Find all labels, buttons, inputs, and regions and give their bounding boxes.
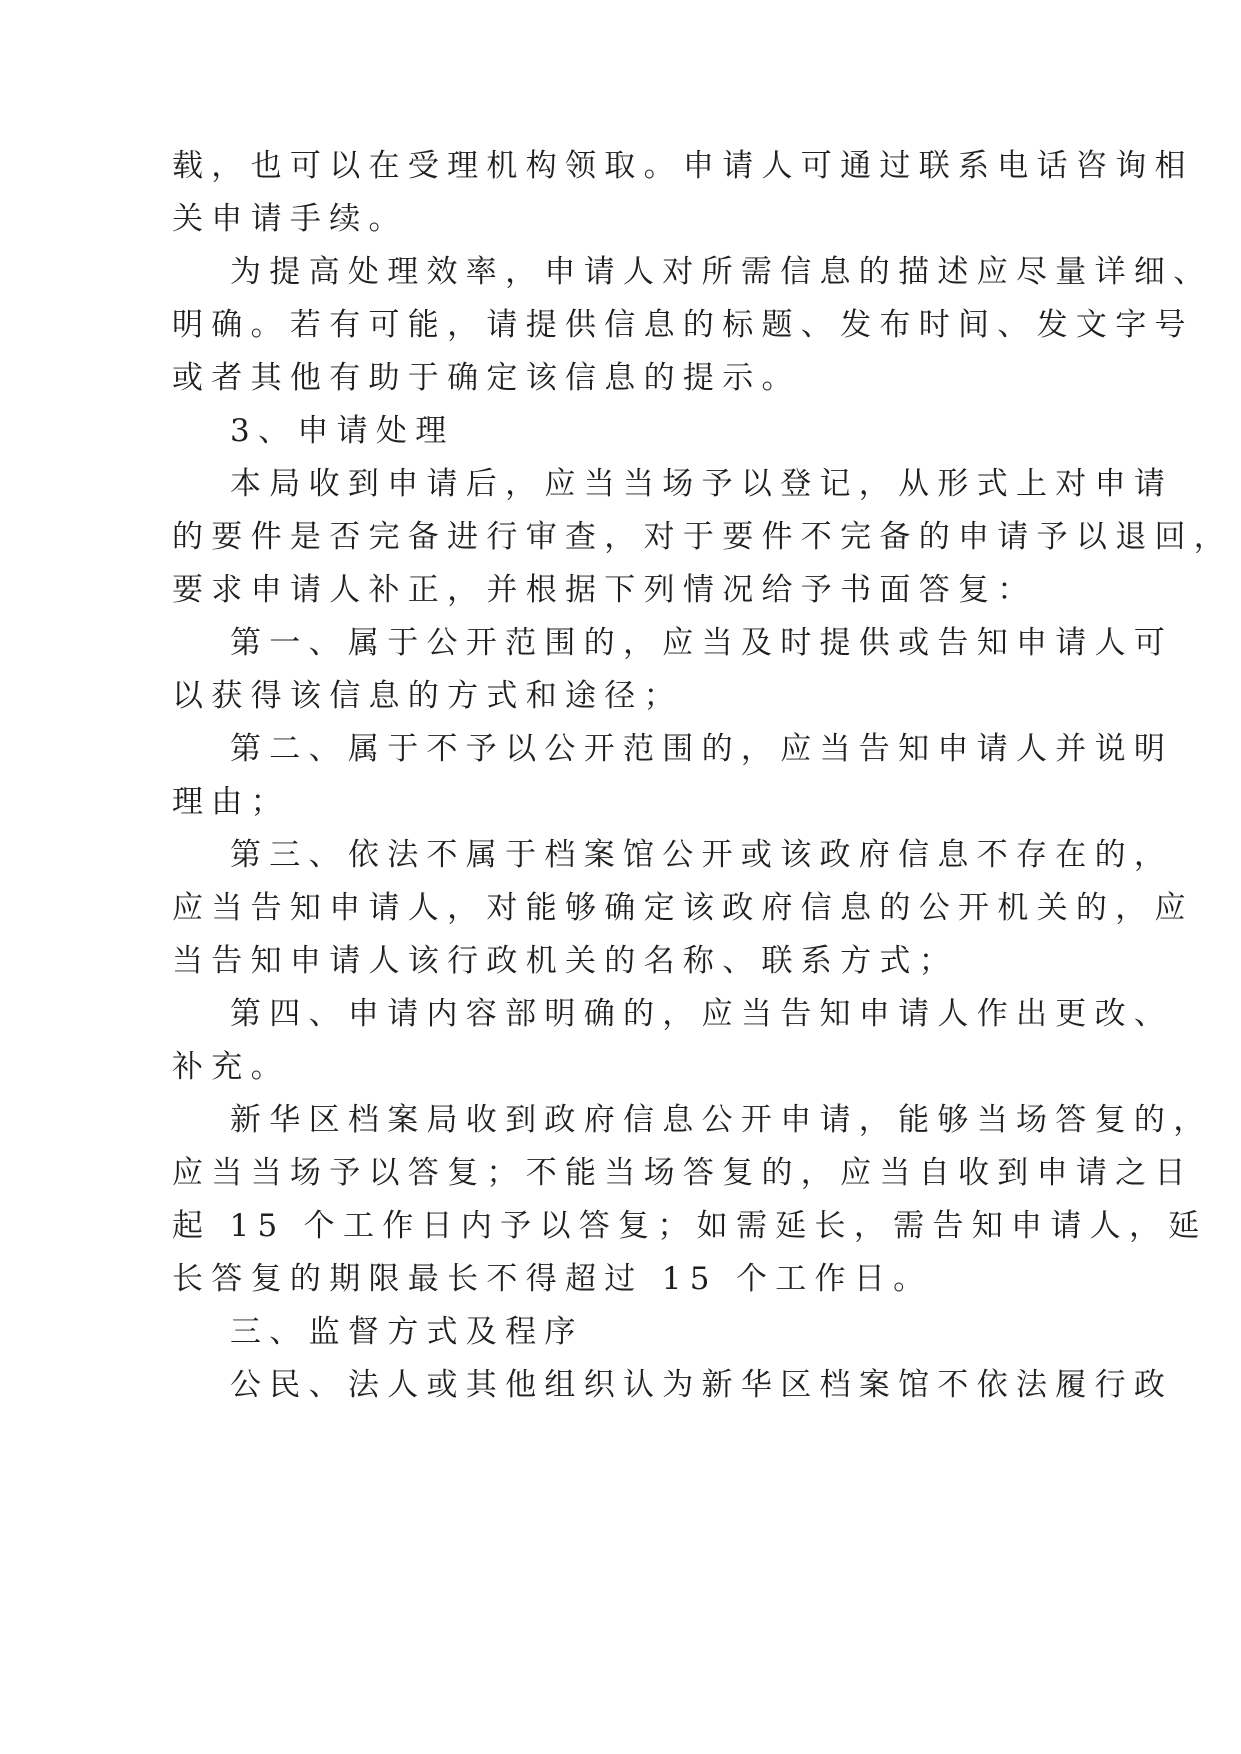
text-line: 要求申请人补正，并根据下列情况给予书面答复： <box>172 572 1037 608</box>
text-line: 关申请手续。 <box>172 201 408 237</box>
text-line: 以获得该信息的方式和途径； <box>172 678 683 714</box>
section-heading: 3、申请处理 <box>230 413 455 449</box>
paragraph-first-line: 第一、属于公开范围的，应当及时提供或告知申请人可 <box>230 625 1174 661</box>
paragraph-first-line: 第四、申请内容部明确的，应当告知申请人作出更改、 <box>230 996 1174 1032</box>
paragraph-first-line: 本局收到申请后，应当当场予以登记，从形式上对申请 <box>230 466 1174 502</box>
paragraph-first-line: 第三、依法不属于档案馆公开或该政府信息不存在的， <box>230 837 1174 873</box>
text-line: 明确。若有可能，请提供信息的标题、发布时间、发文字号 <box>172 307 1194 343</box>
text-line: 的要件是否完备进行审查，对于要件不完备的申请予以退回， <box>172 519 1234 555</box>
paragraph-first-line: 新华区档案局收到政府信息公开申请，能够当场答复的， <box>230 1102 1213 1138</box>
text-line: 应当当场予以答复；不能当场答复的，应当自收到申请之日 <box>172 1155 1194 1191</box>
paragraph-first-line: 公民、法人或其他组织认为新华区档案馆不依法履行政 <box>230 1367 1174 1403</box>
paragraph-first-line: 为提高处理效率，申请人对所需信息的描述应尽量详细、 <box>230 254 1213 290</box>
text-line: 当告知申请人该行政机关的名称、联系方式； <box>172 943 958 979</box>
section-heading: 三、监督方式及程序 <box>230 1314 584 1350</box>
text-line: 起 15 个工作日内予以答复；如需延长，需告知申请人，延 <box>172 1208 1208 1244</box>
text-line: 或者其他有助于确定该信息的提示。 <box>172 360 801 396</box>
text-line: 载，也可以在受理机构领取。申请人可通过联系电话咨询相 <box>172 148 1194 184</box>
paragraph-first-line: 第二、属于不予以公开范围的，应当告知申请人并说明 <box>230 731 1174 767</box>
text-line: 长答复的期限最长不得超过 15 个工作日。 <box>172 1261 933 1297</box>
text-line: 补充。 <box>172 1049 290 1085</box>
text-line: 理由； <box>172 784 290 820</box>
text-line: 应当告知申请人，对能够确定该政府信息的公开机关的，应 <box>172 890 1194 926</box>
